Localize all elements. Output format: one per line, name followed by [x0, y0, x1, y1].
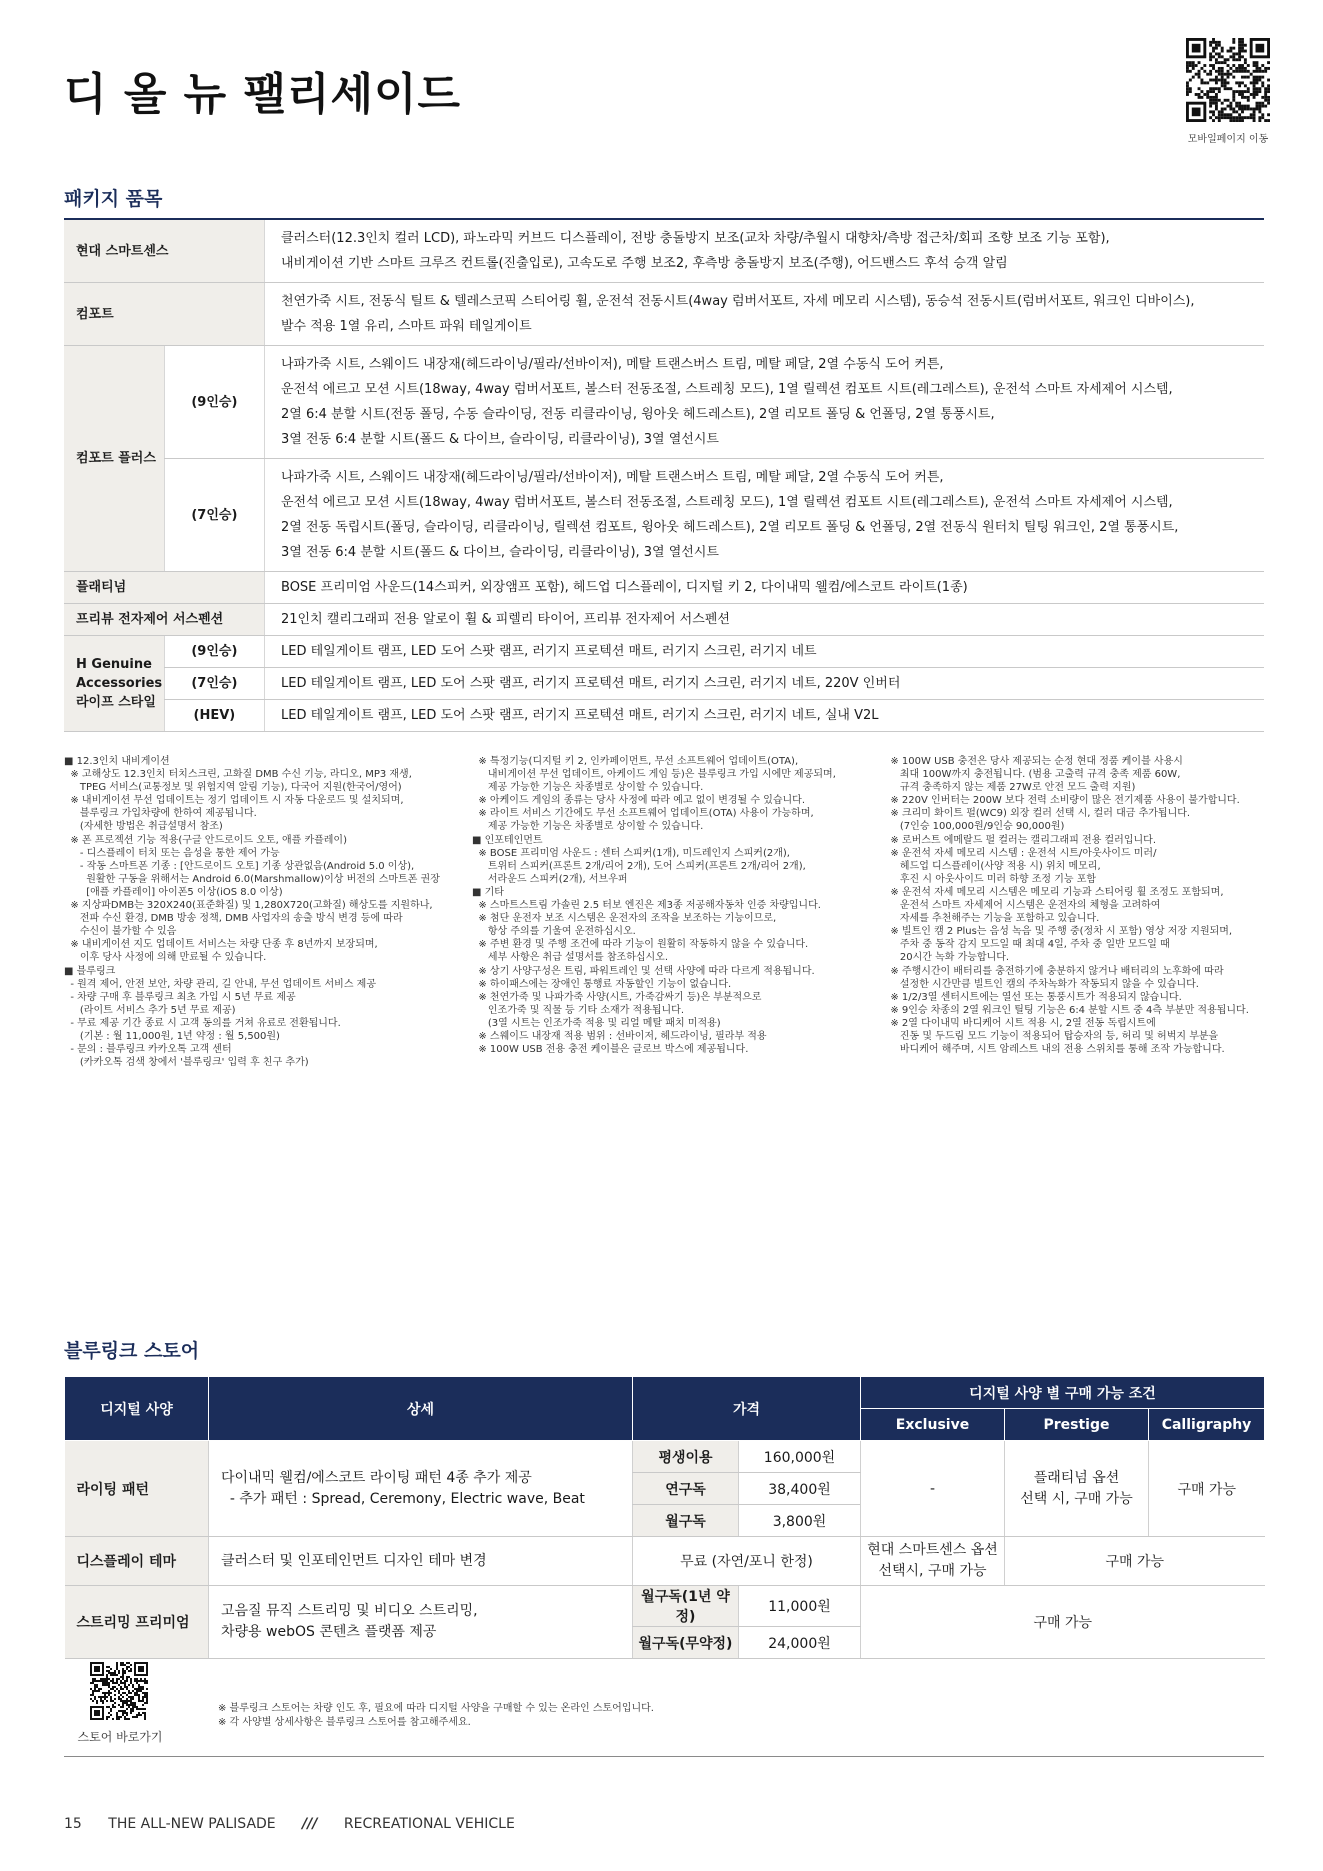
detail-line: 차량용 webOS 콘텐츠 플랫폼 제공 [221, 1624, 437, 1640]
note-line: 원활한 구동을 위해서는 Android 6.0(Marshmallow)이상 버전의 스마트폰 권장 [64, 873, 440, 885]
package-name: 현대 스마트센스 [64, 219, 265, 283]
package-description [265, 636, 1265, 668]
header-spec: 디지털 사양 [65, 1377, 209, 1441]
package-name: 컴포트 [64, 283, 265, 346]
footer-divider [64, 1756, 1264, 1757]
seat-variant-label: (7인승) [164, 459, 264, 572]
note-line: - 무료 제공 기간 종료 시 고객 동의를 거쳐 유료로 전환됩니다. [64, 1017, 341, 1029]
row-name: 스트리밍 프리미엄 [65, 1586, 209, 1659]
note-line: ※ 빌트인 캠 2 Plus는 음성 녹음 및 주행 중(정차 시 포함) 영상 저장 지원되며, [884, 926, 1233, 938]
description-line: 21인치 캘리그래피 전용 알로이 휠 & 피렐리 타이어, 프리뷰 전자제어 서스펜션 [281, 612, 730, 627]
price-label: 연구독 [633, 1473, 739, 1505]
package-row-accessories-7 [64, 668, 1264, 700]
package-description [265, 283, 1265, 346]
package-name-line: 라이프 스타일 [76, 695, 156, 710]
header-detail: 상세 [209, 1377, 633, 1441]
price-label: 월구독 [633, 1505, 739, 1537]
header-purchase-condition: 디지털 사양 별 구매 가능 조건 [861, 1377, 1265, 1409]
package-name-line: H Genuine Accessories [76, 657, 163, 691]
store-notes [218, 1702, 654, 1730]
row-name: 라이팅 패턴 [65, 1441, 209, 1537]
seat-variant-label: (7인승) [164, 668, 264, 700]
description-line: 천연가죽 시트, 전동식 틸트 & 텔레스코픽 스티어링 휠, 운전석 전동시트(4way 럼버서포트, 자세 메모리 시스템), 동승석 전동시트(럼버서포트, 워크인 디바이스), [281, 294, 1195, 309]
note-line: (라이트 서비스 추가 5년 무료 제공) [64, 1004, 236, 1016]
description-line: 3열 전동 6:4 분할 시트(폴드 & 다이브, 슬라이딩, 리클라이닝), 3열 열선시트 [281, 432, 719, 447]
prestige-calligraphy-condition: 구매 가능 [1005, 1537, 1265, 1586]
note-line: ※ 2열 다이내믹 바디케어 시트 적용 시, 2열 전동 독립시트에 [884, 1017, 1156, 1029]
bluelink-store-table [64, 1376, 1265, 1659]
note-line: 자세를 추천해주는 기능을 포함하고 있습니다. [884, 913, 1100, 925]
note-line: ※ 하이패스에는 장애인 통행료 자동할인 기능이 없습니다. [472, 978, 732, 990]
description-line: LED 테일게이트 램프, LED 도어 스팟 램프, 러기지 프로텍션 매트, 러기지 스크린, 러기지 네트 [281, 644, 817, 659]
note-line: 주차 중 동작 감지 모드일 때 최대 4일, 주차 중 일반 모드일 때 [884, 939, 1170, 951]
all-trim-condition: 구매 가능 [861, 1586, 1265, 1659]
notes-column-3 [884, 755, 1279, 1056]
note-line: 제공 가능한 기능은 차종별로 상이할 수 있습니다. [472, 821, 704, 833]
note-line: ※ 9인승 차종의 2열 워크인 틸팅 기능은 6:4 분할 시트 중 4측 부분만 적용됩니다. [884, 1004, 1249, 1016]
description-line: 발수 적용 1열 유리, 스마트 파워 테일게이트 [281, 319, 532, 334]
package-row-platinum [64, 572, 1264, 604]
description-line: LED 테일게이트 램프, LED 도어 스팟 램프, 러기지 프로텍션 매트, 러기지 스크린, 러기지 네트, 220V 인버터 [281, 676, 901, 691]
seat-variant-label: (HEV) [164, 700, 264, 732]
note-line: [애플 카플레이] 아이폰5 이상(iOS 8.0 이상) [64, 886, 283, 898]
note-line: ※ 천연가죽 및 나파가죽 사양(시트, 가죽감싸기 등)은 부분적으로 [472, 991, 762, 1003]
price-value: 11,000원 [739, 1586, 861, 1627]
note-line: ※ 스마트스트림 가솔린 2.5 터보 엔진은 제3종 저공해자동차 인증 차량입니다. [472, 900, 821, 912]
package-table [64, 218, 1264, 732]
note-line: ※ 주행시간이 배터리를 충전하기에 충분하지 않거나 배터리의 노후화에 따라 [884, 965, 1224, 977]
description-line: 클러스터(12.3인치 컬러 LCD), 파노라믹 커브드 디스플레이, 전방 충돌방지 보조(교차 차량/추월시 대향차/측방 접근차/회피 조향 보조 기능 포함), [281, 231, 1110, 246]
note-line: ■ 12.3인치 내비게이션 [64, 756, 170, 767]
package-name: 프리뷰 전자제어 서스펜션 [64, 604, 265, 636]
package-description [265, 700, 1265, 732]
price-value: 38,400원 [739, 1473, 861, 1505]
package-description [265, 459, 1265, 572]
prestige-condition [1005, 1441, 1149, 1537]
header-exclusive: Exclusive [861, 1409, 1005, 1441]
store-section-title: 블루링크 스토어 [64, 1340, 200, 1362]
note-line: ※ 100W USB 충전은 당사 제공되는 순정 현대 정품 케이블 사용시 [884, 756, 1183, 767]
page-title: 디 올 뉴 팰리세이드 [64, 69, 461, 120]
table-row-display-theme [65, 1537, 1265, 1586]
note-line: ※ 100W USB 전용 충전 케이블은 글로브 박스에 제공됩니다. [472, 1044, 749, 1056]
note-line: ※ 주변 환경 및 주행 조건에 따라 기능이 원활히 작동하지 않을 수 있습니다. [472, 939, 809, 951]
store-note-line: ※ 블루링크 스토어는 차량 인도 후, 필요에 따라 디지털 사양을 구매할 수 있는 온라인 스토어입니다. [218, 1703, 654, 1714]
description-line: 내비게이션 기반 스마트 크루즈 컨트롤(진출입로), 고속도로 주행 보조2, 후측방 충돌방지 보조(주행), 어드밴스드 후석 승객 알림 [281, 256, 1008, 271]
price-value: 24,000원 [739, 1627, 861, 1659]
row-detail: 클러스터 및 인포테인먼트 디자인 테마 변경 [209, 1537, 633, 1586]
notes-column-2 [472, 755, 867, 1056]
note-line: 진동 및 두드림 모드 기능이 적용되어 탑승자의 등, 허리 및 허벅지 부분을 [884, 1030, 1219, 1042]
package-row-suspension [64, 604, 1264, 636]
note-line: ※ 로버스트 에메랄드 펄 컬러는 캘리그래피 전용 컬러입니다. [884, 834, 1157, 846]
note-line: ※ 라이트 서비스 기간에도 무선 소프트웨어 업데이트(OTA) 사용이 가능하며, [472, 808, 814, 820]
detail-line: - 추가 패턴 : Spread, Ceremony, Electric wave, Beat [221, 1490, 585, 1507]
note-line: ※ 지상파DMB는 320X240(표준화질) 및 1,280X720(고화질) 해상도를 지원하나, [64, 900, 433, 912]
price-label: 월구독(1년 약정) [633, 1586, 739, 1627]
description-line: 2열 6:4 분할 시트(전동 폴딩, 수동 슬라이딩, 전동 리클라이닝, 윙아웃 헤드레스트), 2열 리모트 폴딩 & 언폴딩, 2열 통풍시트, [281, 407, 995, 422]
footer-model: THE ALL-NEW PALISADE [108, 1816, 276, 1832]
note-line: 수신이 불가할 수 있음 [64, 926, 177, 938]
note-line: ※ 아케이드 게임의 종류는 당사 사정에 따라 예고 없이 변경될 수 있습니다. [472, 795, 806, 807]
package-name: 플래티넘 [64, 572, 265, 604]
note-line: 규격 충족하지 않는 제품 27W로 안전 모드 출력 지원) [884, 782, 1136, 794]
note-line: (카카오톡 검색 창에서 '블루링크' 입력 후 친구 추가) [64, 1057, 309, 1069]
condition-line: 선택시, 구매 가능 [878, 1563, 987, 1579]
description-line: BOSE 프리미엄 사운드(14스피커, 외장앰프 포함), 헤드업 디스플레이, 디지털 키 2, 다이내믹 웰컴/에스코트 라이트(1종) [281, 580, 968, 595]
note-line: - 문의 : 블루링크 카카오톡 고객 센터 [64, 1044, 232, 1056]
detail-line: 고음질 뮤직 스트리밍 및 비디오 스트리밍, [221, 1603, 478, 1619]
description-line: 나파가죽 시트, 스웨이드 내장재(헤드라이닝/필라/선바이저), 메탈 트랜스버스 트림, 메탈 페달, 2열 수동식 도어 커튼, [281, 470, 944, 485]
mobile-qr-code-icon[interactable] [1186, 38, 1270, 122]
table-row-lighting [65, 1441, 1265, 1473]
note-line: 내비게이션 무선 업데이트, 아케이드 게임 등)은 블루링크 가입 시에만 제공되며, [472, 769, 836, 781]
note-line: ※ 운전석 자세 메모리 시스템 : 운전석 시트/아웃사이드 미러/ [884, 847, 1157, 859]
description-line: 운전석 에르고 모션 시트(18way, 4way 럼버서포트, 볼스터 전동조절, 스트레칭 모드), 1열 릴렉션 컴포트 시트(레그레스트), 운전석 스마트 자세제어 시스템, [281, 495, 1173, 510]
header-prestige: Prestige [1005, 1409, 1149, 1441]
note-line: 트위터 스피커(프론트 2개/리어 2개), 도어 스피커(프론트 2개/리어 2개), [472, 860, 806, 872]
note-line: 20시간 녹화 가능합니다. [884, 952, 1010, 964]
note-line: (7인승 100,000원/9인승 90,000원) [884, 821, 1065, 833]
note-line: (기본 : 월 11,000원, 1년 약정 : 월 5,500원) [64, 1030, 280, 1042]
package-section-title: 패키지 품목 [64, 188, 163, 210]
note-line: ※ 특정기능(디지털 키 2, 인카페이먼트, 무선 소프트웨어 업데이트(OTA), [472, 756, 799, 767]
seat-variant-label: (9인승) [164, 346, 264, 459]
package-description [265, 572, 1265, 604]
note-line: 제공 가능한 기능은 차종별로 상이할 수 있습니다. [472, 782, 704, 794]
note-line: 헤드업 디스플레이(사양 적용 시) 위치 메모리, [884, 860, 1101, 872]
note-line: ※ 내비게이션 지도 업데이트 서비스는 차량 단종 후 8년까지 보장되며, [64, 939, 378, 951]
condition-line: 선택 시, 구매 가능 [1020, 1490, 1133, 1507]
store-qr-code-icon[interactable] [90, 1662, 148, 1720]
package-description [265, 668, 1265, 700]
note-line: 전파 수신 환경, DMB 방송 정책, DMB 사업자의 송출 방식 변경 등에 따라 [64, 913, 403, 925]
header-calligraphy: Calligraphy [1149, 1409, 1265, 1441]
note-line: 서라운드 스피커(2개), 서브우퍼 [472, 873, 628, 885]
note-line: ※ 운전석 자세 메모리 시스템은 메모리 기능과 스티어링 휠 조정도 포함되며, [884, 886, 1224, 898]
description-line: 2열 전동 독립시트(폴딩, 슬라이딩, 리클라이닝, 릴렉션 컴포트, 윙아웃 헤드레스트), 2열 리모트 폴딩 & 언폴딩, 2열 전동식 원터치 틸팅 워크인, 2열 통풍시트, [281, 520, 1179, 535]
description-line: 3열 전동 6:4 분할 시트(폴드 & 다이브, 슬라이딩, 리클라이닝), 3열 열선시트 [281, 545, 719, 560]
row-detail [209, 1586, 633, 1659]
price-value: 무료 (자연/포니 한정) [633, 1537, 861, 1586]
package-row-comfort [64, 283, 1264, 346]
note-line: ※ 첨단 운전자 보조 시스템은 운전자의 조작을 보조하는 기능이므로, [472, 913, 777, 925]
store-note-line: ※ 각 사양별 상세사항은 블루링크 스토어를 참고해주세요. [218, 1717, 471, 1728]
detail-line: 다이내믹 웰컴/에스코트 라이팅 패턴 4종 추가 제공 [221, 1469, 532, 1486]
exclusive-condition: - [861, 1441, 1005, 1537]
package-row-comfort-plus-7 [64, 459, 1264, 572]
package-name: 컴포트 플러스 [64, 346, 164, 572]
note-line: - 차량 구매 후 블루링크 최초 가입 시 5년 무료 제공 [64, 991, 296, 1003]
seat-variant-label: (9인승) [164, 636, 264, 668]
package-description [265, 604, 1265, 636]
note-line: - 작동 스마트폰 기종 : [안드로이드 오토] 기종 상관없음(Android 5.0 이상), [64, 860, 415, 872]
package-row-accessories-hev [64, 700, 1264, 732]
price-value: 160,000원 [739, 1441, 861, 1473]
price-value: 3,800원 [739, 1505, 861, 1537]
note-line: 후진 시 아웃사이드 미러 하향 조정 기능 포함 [884, 873, 1097, 885]
note-line: 인조가죽 및 직물 등 기타 소재가 적용됩니다. [472, 1004, 685, 1016]
note-line: ■ 블루링크 [64, 965, 116, 977]
store-qr-caption: 스토어 바로가기 [77, 1730, 163, 1744]
package-description [265, 219, 1265, 283]
package-name [64, 636, 164, 732]
description-line: 운전석 에르고 모션 시트(18way, 4way 럼버서포트, 볼스터 전동조절, 스트레칭 모드), 1열 릴렉션 컴포트 시트(레그레스트), 운전석 스마트 자세제어 시스템, [281, 382, 1173, 397]
condition-line: 현대 스마트센스 옵션 [867, 1542, 998, 1558]
description-line: 나파가죽 시트, 스웨이드 내장재(헤드라이닝/필라/선바이저), 메탈 트랜스버스 트림, 메탈 페달, 2열 수동식 도어 커튼, [281, 357, 944, 372]
package-row-smartsense [64, 219, 1264, 283]
note-line: TPEG 서비스(교통정보 및 위험지역 알림 기능), 다국어 지원(한국어/영어) [64, 782, 402, 794]
notes-column-1 [64, 755, 459, 1069]
package-description [265, 346, 1265, 459]
footer-separator: /// [302, 1816, 318, 1832]
note-line: ※ 폰 프로젝션 기능 적용(구글 안드로이드 오토, 애플 카플레이) [64, 834, 347, 846]
note-line: 최대 100W까지 충전됩니다. (범용 고출력 규격 충족 제품 60W, [884, 769, 1181, 781]
note-line: ※ 스웨이드 내장재 적용 범위 : 선바이저, 헤드라이닝, 필라부 적용 [472, 1030, 767, 1042]
header-price: 가격 [633, 1377, 861, 1441]
note-line: 항상 주의를 기울여 운전하십시오. [472, 926, 636, 938]
row-detail [209, 1441, 633, 1537]
note-line: 세부 사항은 취급 설명서를 참조하십시오. [472, 952, 669, 964]
note-line: ■ 기타 [472, 886, 504, 898]
note-line: ※ 상기 사양구성은 트림, 파워트레인 및 선택 사양에 따라 다르게 적용됩니다. [472, 965, 815, 977]
note-line: ※ 크리미 화이트 펄(WC9) 외장 컬러 선택 시, 컬러 대금 추가됩니다. [884, 808, 1191, 820]
note-line: (자세한 방법은 취급설명서 참조) [64, 821, 223, 833]
note-line: (3열 시트는 인조가죽 적용 및 리얼 메탈 패치 미적용) [472, 1017, 721, 1029]
package-row-accessories-9 [64, 636, 1264, 668]
price-label: 월구독(무약정) [633, 1627, 739, 1659]
note-line: ※ 1/2/3열 센터시트에는 열선 또는 통풍시트가 적용되지 않습니다. [884, 991, 1182, 1003]
note-line: 이후 당사 사정에 의해 만료될 수 있습니다. [64, 952, 267, 964]
condition-line: 플래티넘 옵션 [1033, 1469, 1120, 1486]
price-label: 평생이용 [633, 1441, 739, 1473]
note-line: ※ BOSE 프리미엄 사운드 : 센터 스피커(1개), 미드레인지 스피커(2개), [472, 847, 790, 859]
note-line: ■ 인포테인먼트 [472, 834, 543, 846]
note-line: 바디케어 해주며, 시트 암레스트 내의 전용 스위치를 통해 조작 가능합니다. [884, 1044, 1225, 1056]
page-number: 15 [64, 1816, 82, 1832]
package-row-comfort-plus-9 [64, 346, 1264, 459]
note-line: ※ 고해상도 12.3인치 터치스크린, 고화질 DMB 수신 기능, 라디오, MP3 재생, [64, 769, 412, 781]
note-line: 운전석 스마트 자세제어 시스템은 운전자의 체형을 고려하여 [884, 900, 1161, 912]
exclusive-condition [861, 1537, 1005, 1586]
note-line: 설정한 시간만큼 빌트인 캠의 주차녹화가 작동되지 않을 수 있습니다. [884, 978, 1199, 990]
calligraphy-condition: 구매 가능 [1149, 1441, 1265, 1537]
table-row-streaming [65, 1586, 1265, 1627]
description-line: LED 테일게이트 램프, LED 도어 스팟 램프, 러기지 프로텍션 매트, 러기지 스크린, 러기지 네트, 실내 V2L [281, 708, 879, 723]
note-line: - 디스플레이 터치 또는 음성을 통한 제어 가능 [64, 847, 280, 859]
row-name: 디스플레이 테마 [65, 1537, 209, 1586]
note-line: 블루링크 가입차량에 한하여 제공됩니다. [64, 808, 257, 820]
note-line: ※ 내비게이션 무선 업데이트는 정기 업데이트 시 자동 다운로드 및 설치되며, [64, 795, 404, 807]
note-line: - 원격 제어, 안전 보안, 차량 관리, 길 안내, 무선 업데이트 서비스 제공 [64, 978, 376, 990]
qr-caption: 모바일페이지 이동 [1187, 134, 1269, 145]
page-footer [64, 1816, 537, 1832]
footer-category: RECREATIONAL VEHICLE [343, 1816, 515, 1832]
note-line: ※ 220V 인버터는 200W 보다 전력 소비량이 많은 전기제품 사용이 불가합니다. [884, 795, 1240, 807]
